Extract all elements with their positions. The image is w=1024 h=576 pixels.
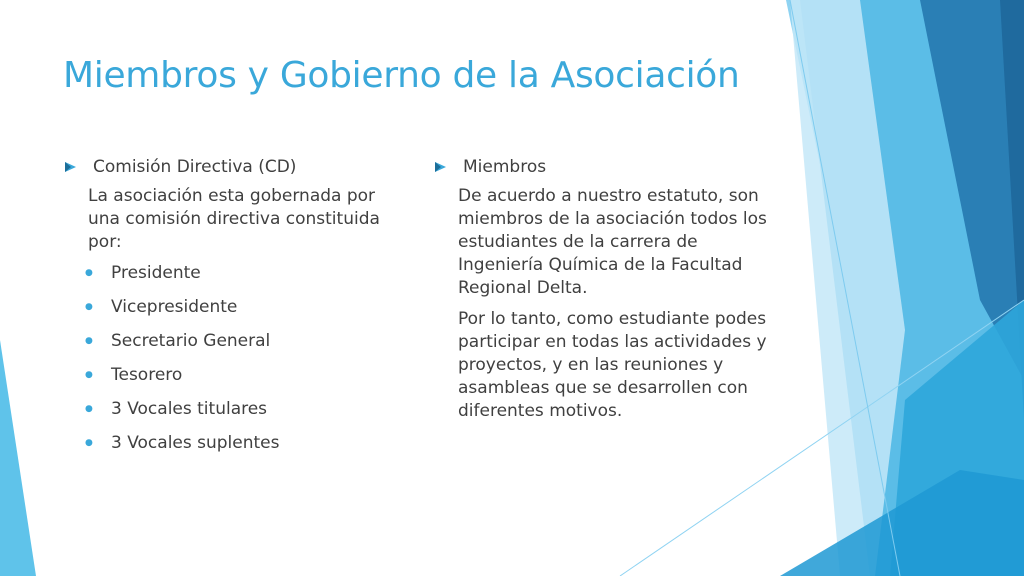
- list-item: ● 3 Vocales suplentes: [85, 433, 280, 453]
- arrow-bullet-icon: [64, 161, 84, 173]
- right-paragraph-2: Por lo tanto, como estudiante podes participar en todas las actividades y proyectos, y en las reuniones y asambleas que se desarrollen con diferentes motivos.: [458, 309, 767, 421]
- dot-bullet-icon: ●: [85, 404, 93, 414]
- left-heading: Comisión Directiva (CD): [93, 156, 297, 177]
- right-heading-row: [434, 155, 784, 179]
- list-item: ● Tesorero: [85, 365, 183, 385]
- list-item: ● Vicepresidente: [85, 297, 238, 317]
- list-item: ● Presidente: [85, 263, 201, 283]
- dot-bullet-icon: ●: [85, 268, 93, 278]
- right-column: [434, 155, 784, 431]
- officer-list: [64, 262, 404, 455]
- dot-bullet-icon: ●: [85, 370, 93, 380]
- arrow-bullet-icon: [434, 161, 454, 173]
- left-paragraph: La asociación esta gobernada por una comisión directiva constituida por:: [88, 186, 380, 252]
- dot-bullet-icon: ●: [85, 336, 93, 346]
- left-heading-row: [64, 155, 404, 179]
- right-paragraph-1: De acuerdo a nuestro estatuto, son miembros de la asociación todos los estudiantes de la carrera de Ingeniería Química de la Facultad Regional Delta.: [458, 186, 767, 298]
- page-title: Miembros y Gobierno de la Asociación: [63, 55, 740, 96]
- dot-bullet-icon: ●: [85, 302, 93, 312]
- left-column: [64, 155, 404, 466]
- list-item: ● 3 Vocales titulares: [85, 399, 268, 419]
- right-heading: Miembros: [463, 156, 547, 177]
- dot-bullet-icon: ●: [85, 438, 93, 448]
- left-edge-shape: [0, 340, 36, 576]
- list-item: ● Secretario General: [85, 331, 271, 351]
